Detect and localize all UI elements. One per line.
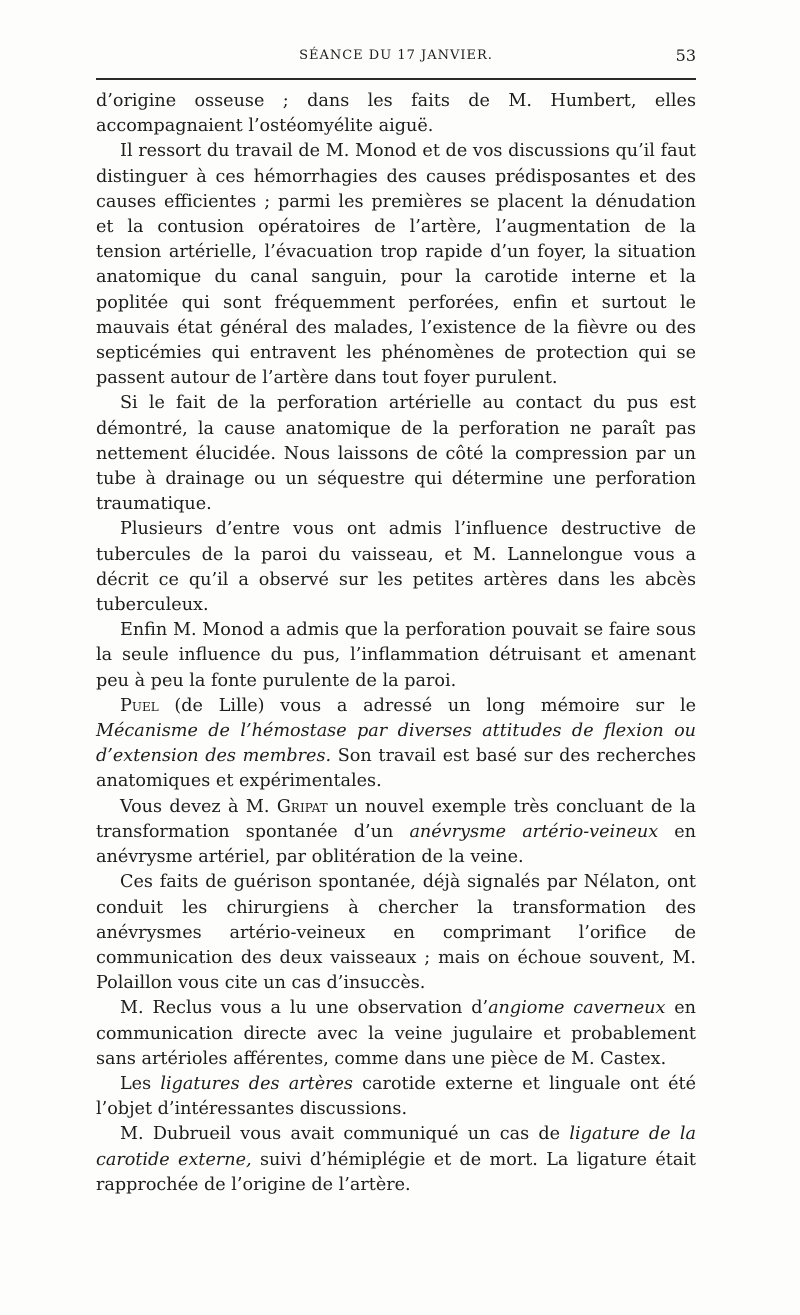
- paragraph: [96, 517, 696, 618]
- text-run: Plusieurs d’entre vous ont admis l’influence destructive de tubercules de la paroi du vaisseau, et M. Lannelongue vous a décrit ce qu’il a observé sur les petites artères dans les abcès tuberculeux.: [96, 519, 696, 616]
- italic-run: ligatures des artères: [160, 1073, 353, 1094]
- paragraph: [96, 618, 696, 694]
- italic-run: Mécanisme de l’hémostase par diverses attitudes de flexion ou d’extension des membres.: [96, 721, 696, 767]
- smallcaps-name: Gripat: [276, 796, 328, 817]
- running-head: SÉANCE DU 17 JANVIER.: [299, 48, 493, 63]
- paragraph: [96, 870, 696, 996]
- text-run: M. Reclus vous a lu une observation d’: [120, 998, 489, 1019]
- text-run: Vous devez à M.: [120, 796, 277, 817]
- text-run: Si le fait de la perforation artérielle au contact du pus est démontré, la cause anatomique de la perforation ne paraît pas nettement élucidée. Nous laissons de côté la compression par un tube à drainage ou un séquestre qui détermine une perforation traumatique.: [96, 393, 696, 515]
- book-page: [96, 46, 696, 1198]
- page-header: [96, 46, 696, 72]
- text-run: Il ressort du travail de M. Monod et de vos discussions qu’il faut distinguer à ces hémorrhagies des causes prédisposantes et des causes efficientes ; parmi les premières se placent la dénudation et la contusion opératoires de l’artère, l’augmentation de la tension artérielle, l’évacuation trop rapide d’un foyer, la situation anatomique du canal sanguin, pour la carotide interne et la poplitée qui sont fréquemment perforées, enfin et surtout le mauvais état général des malades, l’existence de la fièvre ou des septicémies qui entravent les phénomènes de protection qui se passent autour de l’artère dans tout foyer purulent.: [96, 141, 696, 389]
- paragraph: [96, 139, 696, 391]
- page-number: 53: [675, 46, 696, 65]
- text-run: en anévrysme artériel, par oblitération de la veine.: [96, 821, 696, 868]
- italic-run: angiome caverneux: [488, 998, 666, 1019]
- smallcaps-name: Puel: [120, 695, 159, 716]
- text-run: Son travail est basé sur des recherches anatomiques et expérimentales.: [96, 746, 696, 792]
- paragraph: [96, 391, 696, 517]
- body-text: [96, 89, 696, 1198]
- paragraph: [96, 1122, 696, 1198]
- text-run: Enfin M. Monod a admis que la perforation pouvait se faire sous la seule influence du pus, l’inflammation détruisant et amenant peu à peu la fonte purulente de la paroi.: [96, 620, 696, 691]
- text-run: M. Dubrueil vous avait communiqué un cas de: [120, 1124, 570, 1145]
- text-run: en communication directe avec la veine jugulaire et probablement sans artérioles afférentes, comme dans une pièce de M. Castex.: [96, 998, 697, 1069]
- paragraph: [96, 795, 696, 871]
- text-run: suivi d’hémiplégie et de mort. La ligature était rapprochée de l’origine de l’artère.: [96, 1149, 696, 1195]
- paragraph: [96, 694, 696, 795]
- italic-run: anévrysme artério-veineux: [409, 821, 659, 842]
- text-run: un nouvel exemple très concluant de la transformation spontanée d’un: [96, 796, 696, 842]
- italic-run: ligature de la carotide externe,: [96, 1124, 696, 1170]
- text-run: d’origine osseuse ; dans les faits de M. Humbert, elles accompagnaient l’ostéomyélite aiguë.: [96, 91, 696, 137]
- paragraph: [96, 1072, 696, 1122]
- text-run: carotide externe et linguale ont été l’objet d’intéressantes discussions.: [96, 1073, 696, 1120]
- text-run: (de Lille) vous a adressé un long mémoire sur le: [158, 695, 696, 716]
- text-run: Ces faits de guérison spontanée, déjà signalés par Nélaton, ont conduit les chirurgiens à chercher la transformation des anévrysmes artério-veineux en comprimant l’orifice de communication des deux vaisseaux ; mais on échoue souvent, M. Polaillon vous cite un cas d’insuccès.: [96, 872, 696, 994]
- paragraph: [96, 89, 696, 139]
- paragraph: [96, 996, 696, 1072]
- text-run: Les: [120, 1073, 161, 1094]
- header-rule: [96, 78, 696, 80]
